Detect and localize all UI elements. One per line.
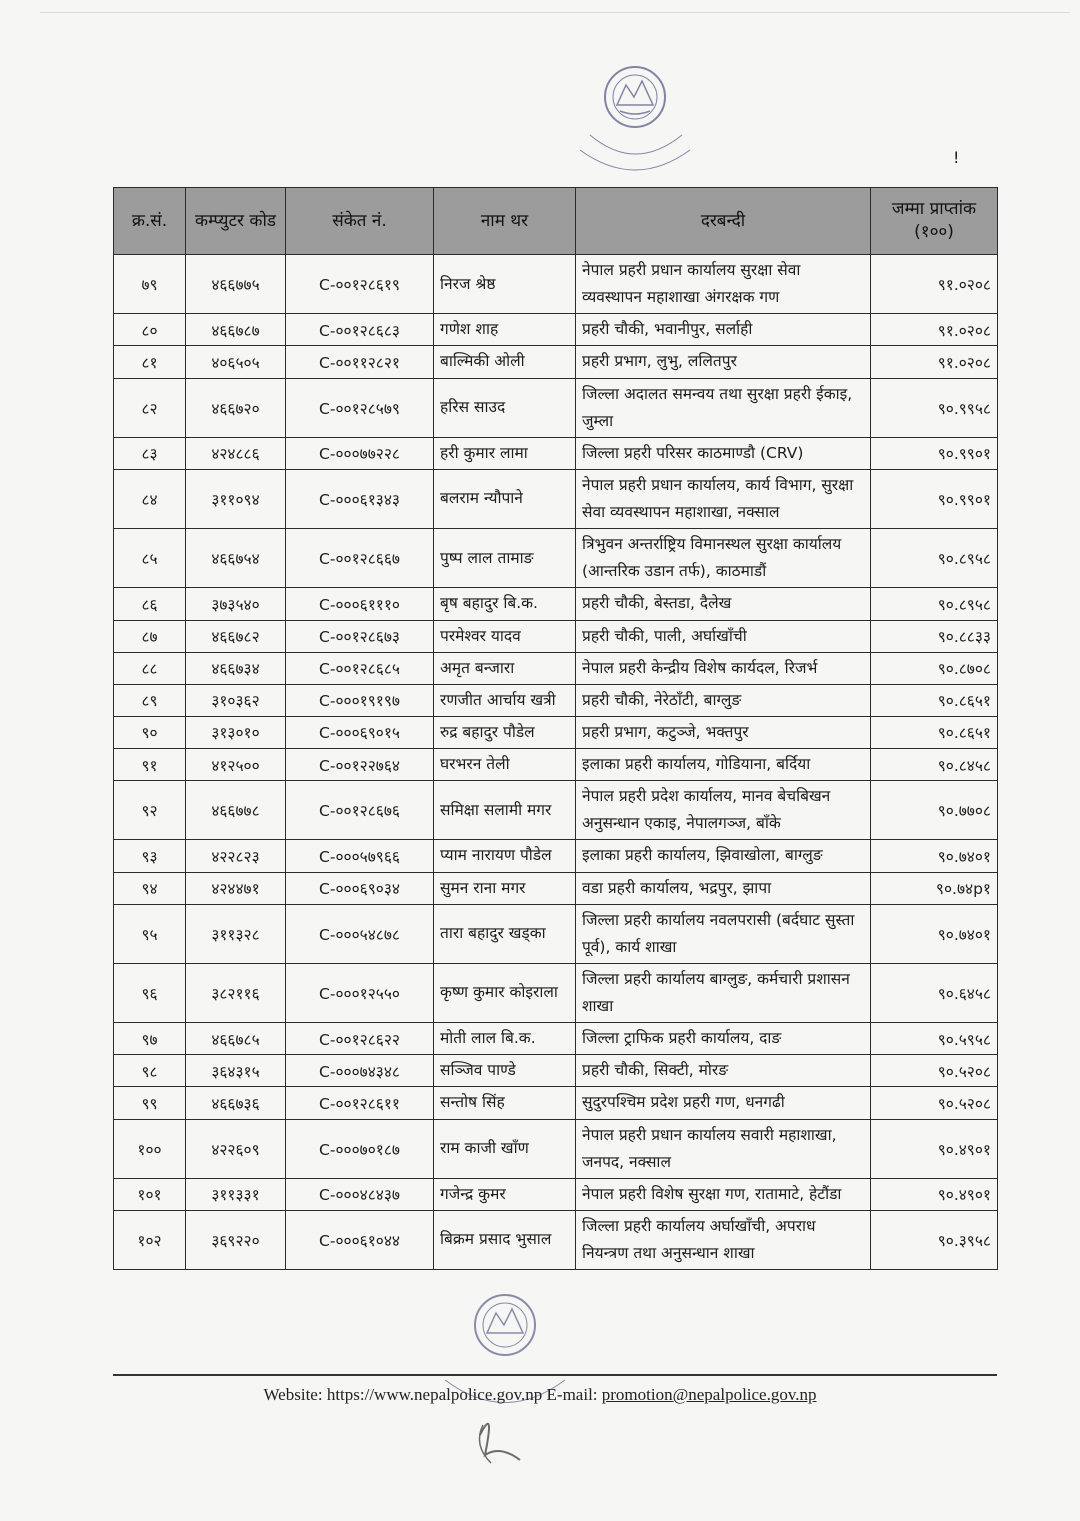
cell-symbol-no: C-०००४८४३७ xyxy=(286,1178,434,1210)
table-row xyxy=(114,1178,998,1210)
cell-post: सुदुरपश्चिम प्रदेश प्रहरी गण, धनगढी xyxy=(576,1087,871,1119)
cell-post: जिल्ला ट्राफिक प्रहरी कार्यालय, दाङ xyxy=(576,1023,871,1055)
cell-post: जिल्ला प्रहरी कार्यालय बाग्लुङ, कर्मचारी प्रशासन शाखा xyxy=(576,963,871,1022)
header-sn: क्र.सं. xyxy=(114,188,186,255)
cell-computer-code: ४२२६०९ xyxy=(186,1119,286,1178)
cell-name: रुद्र बहादुर पौडेल xyxy=(434,716,576,748)
cell-total: ९०.७४०१ xyxy=(871,840,998,872)
cell-computer-code: ३८२११६ xyxy=(186,963,286,1022)
cell-symbol-no: C-००१२८५७९ xyxy=(286,378,434,437)
cell-sn: ८१ xyxy=(114,346,186,378)
cell-name: बृष बहादुर बि.क. xyxy=(434,588,576,620)
cell-symbol-no: C-००१२८६७६ xyxy=(286,781,434,840)
cell-total: ९०.८८३३ xyxy=(871,620,998,652)
cell-computer-code: ४६६७७५ xyxy=(186,255,286,314)
cell-symbol-no: C-०००७४३४८ xyxy=(286,1055,434,1087)
cell-total: ९०.४९०१ xyxy=(871,1119,998,1178)
cell-post: जिल्ला अदालत समन्वय तथा सुरक्षा प्रहरी ईकाइ, जुम्ला xyxy=(576,378,871,437)
cell-post: प्रहरी प्रभाग, लुभु, ललितपुर xyxy=(576,346,871,378)
table-row xyxy=(114,469,998,528)
cell-post: नेपाल प्रहरी प्रधान कार्यालय, कार्य विभाग, सुरक्षा सेवा व्यवस्थापन महाशाखा, नक्साल xyxy=(576,469,871,528)
cell-sn: ८४ xyxy=(114,469,186,528)
cell-post: वडा प्रहरी कार्यालय, भद्रपुर, झापा xyxy=(576,872,871,904)
cell-sn: १०२ xyxy=(114,1210,186,1269)
cell-name: घरभरन तेली xyxy=(434,749,576,781)
table-row xyxy=(114,904,998,963)
cell-post: जिल्ला प्रहरी परिसर काठमाण्डौ (CRV) xyxy=(576,437,871,469)
seal-emblem-icon xyxy=(560,55,710,205)
cell-sn: ९८ xyxy=(114,1055,186,1087)
cell-computer-code: ३११३३१ xyxy=(186,1178,286,1210)
table-row xyxy=(114,378,998,437)
table-row xyxy=(114,1055,998,1087)
cell-sn: ९३ xyxy=(114,840,186,872)
cell-computer-code: ४६६७५४ xyxy=(186,529,286,588)
office-seal-top xyxy=(560,55,710,205)
cell-name: सञ्जिव पाण्डे xyxy=(434,1055,576,1087)
cell-sn: ८२ xyxy=(114,378,186,437)
cell-sn: ९२ xyxy=(114,781,186,840)
cell-computer-code: ४६६७८२ xyxy=(186,620,286,652)
cell-symbol-no: C-०००६१११० xyxy=(286,588,434,620)
table-row xyxy=(114,346,998,378)
top-edge-rule xyxy=(40,12,1070,13)
cell-symbol-no: C-०००१२५५० xyxy=(286,963,434,1022)
footer-rule xyxy=(113,1374,997,1376)
results-table xyxy=(113,187,998,1270)
cell-symbol-no: C-००१२२७६४ xyxy=(286,749,434,781)
cell-name: राम काजी खाँण xyxy=(434,1119,576,1178)
table-row xyxy=(114,716,998,748)
cell-computer-code: ४२४८८६ xyxy=(186,437,286,469)
seal-stamp-icon xyxy=(425,1285,585,1480)
cell-total: ९०.७७०८ xyxy=(871,781,998,840)
cell-total: ९१.०२०८ xyxy=(871,346,998,378)
cell-post: प्रहरी चौकी, सिक्टी, मोरङ xyxy=(576,1055,871,1087)
cell-sn: ८८ xyxy=(114,652,186,684)
cell-sn: ९७ xyxy=(114,1023,186,1055)
email-label: E-mail: xyxy=(546,1385,598,1404)
cell-symbol-no: C-००१२८६८५ xyxy=(286,652,434,684)
header-name: नाम थर xyxy=(434,188,576,255)
cell-total: ९०.९९०१ xyxy=(871,469,998,528)
table-row xyxy=(114,1210,998,1269)
cell-symbol-no: C-०००१९१९७ xyxy=(286,684,434,716)
cell-total: ९०.८६५१ xyxy=(871,684,998,716)
footer xyxy=(0,1385,1080,1405)
cell-symbol-no: C-०००६९०१५ xyxy=(286,716,434,748)
table-row xyxy=(114,749,998,781)
header-post: दरबन्दी xyxy=(576,188,871,255)
cell-computer-code: ४१२५०० xyxy=(186,749,286,781)
cell-name: बाल्मिकी ओली xyxy=(434,346,576,378)
cell-name: प्याम नारायण पौडेल xyxy=(434,840,576,872)
cell-post: प्रहरी चौकी, भवानीपुर, सर्लाही xyxy=(576,314,871,346)
table-row xyxy=(114,255,998,314)
table-row xyxy=(114,1087,998,1119)
cell-symbol-no: C-००१२८६२२ xyxy=(286,1023,434,1055)
cell-symbol-no: C-००१२८६८३ xyxy=(286,314,434,346)
cell-symbol-no: C-०००५७९६६ xyxy=(286,840,434,872)
table-header-row xyxy=(114,188,998,255)
cell-name: पुष्प लाल तामाङ xyxy=(434,529,576,588)
cell-post: नेपाल प्रहरी विशेष सुरक्षा गण, रातामाटे, हेटौंडा xyxy=(576,1178,871,1210)
cell-post: इलाका प्रहरी कार्यालय, झिवाखोला, बाग्लुङ xyxy=(576,840,871,872)
cell-computer-code: ३११३२८ xyxy=(186,904,286,963)
cell-name: हरी कुमार लामा xyxy=(434,437,576,469)
cell-computer-code: ४६६७३४ xyxy=(186,652,286,684)
cell-total: ९०.७४०१ xyxy=(871,904,998,963)
cell-total: ९०.९९५८ xyxy=(871,378,998,437)
cell-computer-code: ४६६७८७ xyxy=(186,314,286,346)
cell-total: ९१.०२०८ xyxy=(871,255,998,314)
cell-sn: ८६ xyxy=(114,588,186,620)
cell-total: ९०.८६५१ xyxy=(871,716,998,748)
table-row xyxy=(114,840,998,872)
cell-post: नेपाल प्रहरी प्रधान कार्यालय सवारी महाशाखा, जनपद, नक्साल xyxy=(576,1119,871,1178)
table-row xyxy=(114,684,998,716)
cell-computer-code: ४६६७३६ xyxy=(186,1087,286,1119)
cell-total: ९०.५२०८ xyxy=(871,1087,998,1119)
cell-symbol-no: C-०००७७२२८ xyxy=(286,437,434,469)
cell-name: सुमन राना मगर xyxy=(434,872,576,904)
margin-mark: ! xyxy=(953,148,960,167)
cell-total: ९०.७४p१ xyxy=(871,872,998,904)
cell-sn: १०० xyxy=(114,1119,186,1178)
cell-name: गणेश शाह xyxy=(434,314,576,346)
cell-symbol-no: C-०००७०१८७ xyxy=(286,1119,434,1178)
cell-post: प्रहरी चौकी, पाली, अर्घाखाँची xyxy=(576,620,871,652)
cell-name: सन्तोष सिंह xyxy=(434,1087,576,1119)
header-computer-code: कम्प्युटर कोड xyxy=(186,188,286,255)
cell-symbol-no: C-०००५४८७८ xyxy=(286,904,434,963)
email-link[interactable]: promotion@nepalpolice.gov.np xyxy=(601,1385,817,1404)
cell-computer-code: ३७३५४० xyxy=(186,588,286,620)
cell-sn: ८० xyxy=(114,314,186,346)
cell-computer-code: ४६६७८५ xyxy=(186,1023,286,1055)
cell-total: ९०.८७०८ xyxy=(871,652,998,684)
cell-name: बलराम न्यौपाने xyxy=(434,469,576,528)
cell-name: कृष्ण कुमार कोइराला xyxy=(434,963,576,1022)
cell-total: ९०.८९५८ xyxy=(871,529,998,588)
cell-name: रणजीत आर्चाय खत्री xyxy=(434,684,576,716)
cell-name: तारा बहादुर खड्का xyxy=(434,904,576,963)
cell-post: जिल्ला प्रहरी कार्यालय नवलपरासी (बर्दघाट सुस्ता पूर्व), कार्य शाखा xyxy=(576,904,871,963)
cell-post: नेपाल प्रहरी प्रदेश कार्यालय, मानव बेचबिखन अनुसन्धान एकाइ, नेपालगञ्ज, बाँके xyxy=(576,781,871,840)
cell-total: ९०.८४५८ xyxy=(871,749,998,781)
cell-symbol-no: C-००१२८६७३ xyxy=(286,620,434,652)
cell-sn: ९९ xyxy=(114,1087,186,1119)
cell-name: परमेश्वर यादव xyxy=(434,620,576,652)
cell-post: इलाका प्रहरी कार्यालय, गोडियाना, बर्दिया xyxy=(576,749,871,781)
cell-symbol-no: C-००१२८६६७ xyxy=(286,529,434,588)
cell-symbol-no: C-००१२८६११ xyxy=(286,1087,434,1119)
cell-total: ९०.८९५८ xyxy=(871,588,998,620)
cell-post: नेपाल प्रहरी केन्द्रीय विशेष कार्यदल, रिजर्भ xyxy=(576,652,871,684)
table-row xyxy=(114,781,998,840)
cell-name: निरज श्रेष्ठ xyxy=(434,255,576,314)
header-symbol-no: संकेत नं. xyxy=(286,188,434,255)
cell-name: गजेन्द्र कुमर xyxy=(434,1178,576,1210)
cell-post: जिल्ला प्रहरी कार्यालय अर्घाखाँची, अपराध नियन्त्रण तथा अनुसन्धान शाखा xyxy=(576,1210,871,1269)
table-row xyxy=(114,314,998,346)
cell-computer-code: ३११०९४ xyxy=(186,469,286,528)
cell-sn: ९१ xyxy=(114,749,186,781)
cell-computer-code: ४२२८२३ xyxy=(186,840,286,872)
cell-sn: ९५ xyxy=(114,904,186,963)
cell-sn: ८७ xyxy=(114,620,186,652)
website-link[interactable]: https://www.nepalpolice.gov.np xyxy=(326,1385,543,1404)
cell-name: अमृत बन्जारा xyxy=(434,652,576,684)
cell-computer-code: ३१०३६२ xyxy=(186,684,286,716)
cell-computer-code: ४०६५०५ xyxy=(186,346,286,378)
cell-name: समिक्षा सलामी मगर xyxy=(434,781,576,840)
cell-total: ९०.५२०८ xyxy=(871,1055,998,1087)
table-row xyxy=(114,652,998,684)
cell-computer-code: ४६६७७८ xyxy=(186,781,286,840)
cell-total: ९०.४९०१ xyxy=(871,1178,998,1210)
cell-symbol-no: C-०००६९०३४ xyxy=(286,872,434,904)
cell-post: प्रहरी प्रभाग, कटुञ्जे, भक्तपुर xyxy=(576,716,871,748)
cell-sn: ९४ xyxy=(114,872,186,904)
cell-total: ९०.६४५८ xyxy=(871,963,998,1022)
table-row xyxy=(114,872,998,904)
header-total: जम्मा प्राप्तांक (१००) xyxy=(871,188,998,255)
table-row xyxy=(114,620,998,652)
cell-computer-code: ३१३०१० xyxy=(186,716,286,748)
cell-symbol-no: C-०००६१३४३ xyxy=(286,469,434,528)
table-row xyxy=(114,588,998,620)
office-seal-bottom xyxy=(425,1285,585,1480)
website-label: Website: xyxy=(263,1385,323,1404)
cell-name: हरिस साउद xyxy=(434,378,576,437)
cell-total: ९०.९९०१ xyxy=(871,437,998,469)
cell-total: ९१.०२०८ xyxy=(871,314,998,346)
cell-name: मोती लाल बि.क. xyxy=(434,1023,576,1055)
cell-computer-code: ४२४४७१ xyxy=(186,872,286,904)
cell-total: ९०.३९५८ xyxy=(871,1210,998,1269)
table-row xyxy=(114,1023,998,1055)
cell-symbol-no: C-००११२८२१ xyxy=(286,346,434,378)
cell-sn: ८९ xyxy=(114,684,186,716)
cell-post: त्रिभुवन अन्तर्राष्ट्रिय विमानस्थल सुरक्षा कार्यालय (आन्तरिक उडान तर्फ), काठमाडौं xyxy=(576,529,871,588)
cell-sn: ७९ xyxy=(114,255,186,314)
cell-name: बिक्रम प्रसाद भुसाल xyxy=(434,1210,576,1269)
cell-symbol-no: C-०००६१०४४ xyxy=(286,1210,434,1269)
cell-computer-code: ४६६७२० xyxy=(186,378,286,437)
cell-post: नेपाल प्रहरी प्रधान कार्यालय सुरक्षा सेवा व्यवस्थापन महाशाखा अंगरक्षक गण xyxy=(576,255,871,314)
cell-computer-code: ३६४३१५ xyxy=(186,1055,286,1087)
cell-sn: ८५ xyxy=(114,529,186,588)
cell-total: ९०.५९५८ xyxy=(871,1023,998,1055)
cell-post: प्रहरी चौकी, बेस्तडा, दैलेख xyxy=(576,588,871,620)
table-row xyxy=(114,529,998,588)
cell-sn: १०१ xyxy=(114,1178,186,1210)
cell-sn: ८३ xyxy=(114,437,186,469)
table-row xyxy=(114,963,998,1022)
table-row xyxy=(114,1119,998,1178)
table-row xyxy=(114,437,998,469)
cell-sn: ९० xyxy=(114,716,186,748)
cell-sn: ९६ xyxy=(114,963,186,1022)
cell-symbol-no: C-००१२८६१९ xyxy=(286,255,434,314)
cell-computer-code: ३६९२२० xyxy=(186,1210,286,1269)
cell-post: प्रहरी चौकी, नेरेठाँटी, बाग्लुङ xyxy=(576,684,871,716)
